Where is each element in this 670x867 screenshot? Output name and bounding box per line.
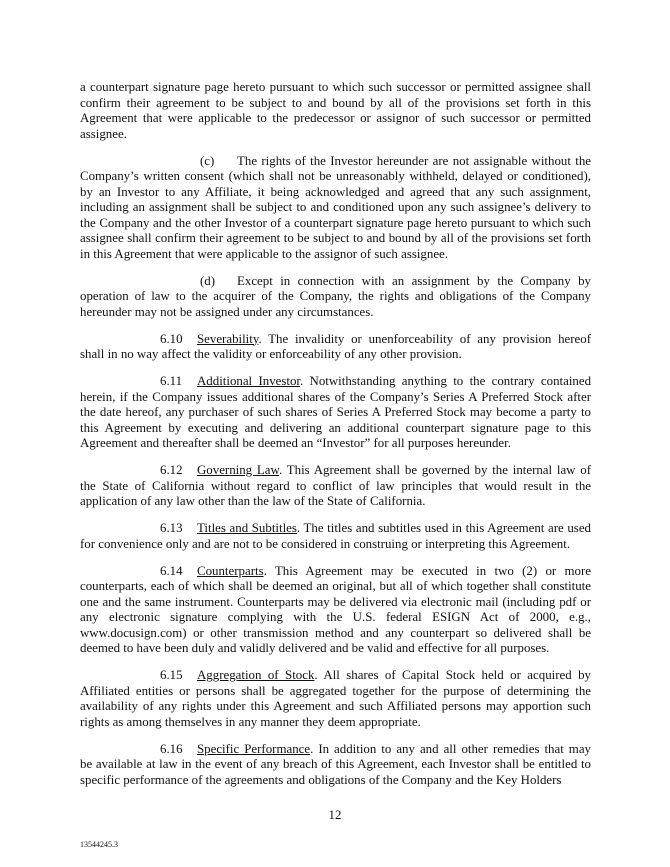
text-line: by an Investor to any Affiliate, it being acknowledged and agreed that any such assignment, (80, 184, 591, 199)
paragraph (80, 564, 591, 657)
text-line: one and the same instrument. Counterparts may be delivered via electronic mail (including pdf or (80, 594, 591, 609)
text-line: a counterpart signature page hereto pursuant to which such successor or permitted assignee shall (80, 80, 591, 94)
text-line: including an assignment shall be subject to and conditioned upon any such assignee’s delivery to (80, 200, 591, 214)
paragraph (80, 274, 591, 321)
section-heading: Additional Investor (197, 374, 300, 388)
text-line: counterparts, each of which shall be deemed an original, but all of which together shall constitute (80, 579, 591, 593)
first-line-text (197, 374, 591, 390)
section-number: (c) (200, 153, 215, 168)
paragraph (80, 463, 591, 510)
section-number: 6.11 (160, 374, 183, 388)
section-heading: Counterparts (197, 563, 264, 578)
document-id: 13544245.3 (80, 840, 118, 849)
text-line: the date hereof, any purchaser of such shares of Series A Preferred Stock may become a party to (80, 405, 591, 419)
text-line: assignee shall confirm their agreement to be subject to and bound by all of the provisions set forth (80, 231, 591, 245)
paragraph-first-line (80, 564, 591, 580)
paragraph-first-line (80, 154, 591, 170)
section-heading: Severability (197, 331, 259, 346)
paragraph-first-line (80, 742, 591, 758)
text-line: operation of law to the acquirer of the Company, the rights and obligations of the Company (80, 289, 591, 303)
paragraph (80, 154, 591, 263)
first-line-text (197, 742, 591, 758)
text-line: herein, if the Company issues additional shares of the Company’s Series A Preferred Stock after (80, 389, 591, 404)
paragraph (80, 521, 591, 552)
first-line-text (197, 668, 591, 684)
section-heading: Specific Performance (197, 741, 311, 756)
paragraph (80, 374, 591, 452)
text-line: Affiliated entities or persons shall be aggregated together for the purpose of determining the (80, 683, 591, 698)
text-line: for convenience only and are not to be considered in construing or interpreting this Agreement. (80, 536, 571, 551)
text-line: confirm their agreement to be subject to and bound by all of the provisions set forth in this (80, 95, 591, 110)
section-number: 6.14 (160, 563, 183, 578)
text-line: Company’s written consent (which shall not be unreasonably withheld, delayed or conditioned), (80, 169, 591, 183)
section-heading: Governing Law (197, 463, 279, 477)
section-heading: Aggregation of Stock (197, 668, 315, 682)
text-line: assignee. (80, 126, 127, 141)
section-number: 6.10 (160, 331, 183, 346)
first-line-text (237, 154, 591, 170)
paragraph-first-line (80, 668, 591, 684)
paragraph-first-line (80, 274, 591, 290)
first-line-body: . This Agreement may be executed in two (2) or more (263, 563, 591, 578)
text-line: the State of California without regard to conflict of law principles that would result in the (80, 478, 591, 493)
first-line-text (197, 463, 591, 479)
paragraph (80, 332, 591, 363)
paragraph-first-line (80, 332, 591, 348)
first-line-text (197, 521, 591, 537)
text-line: be available at law in the event of any breach of this Agreement, each Investor shall be entitled to (80, 757, 591, 771)
paragraph (80, 668, 591, 730)
text-line: in this Agreement that were applicable to the assignor of such assignee. (80, 246, 448, 261)
section-heading: Titles and Subtitles (197, 521, 297, 535)
section-number: 6.12 (160, 463, 183, 477)
section-number: 6.15 (160, 668, 183, 682)
document-body (80, 80, 591, 800)
first-line-body: . In addition to any and all other remedies that may (310, 741, 591, 756)
first-line-body: . All shares of Capital Stock held or acquired by (314, 668, 592, 682)
first-line-text (197, 332, 591, 348)
first-line-body: The rights of the Investor hereunder are not assignable without the (237, 153, 591, 168)
text-line: deemed to have been duly and validly delivered and be valid and effective for all purposes. (80, 641, 550, 655)
first-line-text (237, 274, 591, 290)
text-line: application of any law other than the law of the State of California. (80, 494, 426, 508)
text-line: www.docusign.com) or other transmission method and any counterpart so delivered shall be (80, 625, 591, 640)
paragraph-first-line (80, 463, 591, 479)
text-line: this Agreement by executing and delivering an additional counterpart signature page to this (80, 420, 591, 435)
paragraph (80, 80, 591, 142)
text-line: Agreement and thereafter shall be deemed an “Investor” for all purposes hereunder. (80, 436, 511, 450)
first-line-text (197, 564, 591, 580)
paragraph-first-line (80, 521, 591, 537)
text-line: availability of any rights under this Agreement and such Affiliated persons may apportion such (80, 699, 591, 713)
first-line-body: . Notwithstanding anything to the contrary contained (300, 374, 592, 388)
first-line-body: Except in connection with an assignment by the Company by (237, 273, 591, 288)
first-line-body: . The titles and subtitles used in this Agreement are used (296, 521, 591, 535)
paragraph-first-line (80, 374, 591, 390)
text-line: shall in no way affect the validity or enforceability of any other provision. (80, 347, 462, 361)
text-line: Agreement that were applicable to the predecessor or assignor of such successor or permitted (80, 111, 591, 125)
text-line: specific performance of the agreements and obligations of the Company and the Key Holders (80, 772, 562, 787)
paragraph (80, 742, 591, 789)
text-line: the Company and the other Investor of a counterpart signature page hereto pursuant to which such (80, 215, 591, 230)
section-number: 6.13 (160, 521, 183, 535)
text-line: any electronic signature complying with the U.S. federal ESIGN Act of 2000, e.g., (80, 610, 591, 624)
first-line-body: . The invalidity or unenforceability of any provision hereof (258, 331, 591, 346)
page-number: 12 (328, 808, 342, 822)
first-line-body: . This Agreement shall be governed by the internal law of (278, 463, 592, 477)
section-number: (d) (200, 273, 216, 288)
section-number: 6.16 (160, 741, 183, 756)
text-line: rights as among themselves in any manner they deem appropriate. (80, 714, 421, 729)
text-line: hereunder may not be assigned under any circumstances. (80, 304, 374, 319)
